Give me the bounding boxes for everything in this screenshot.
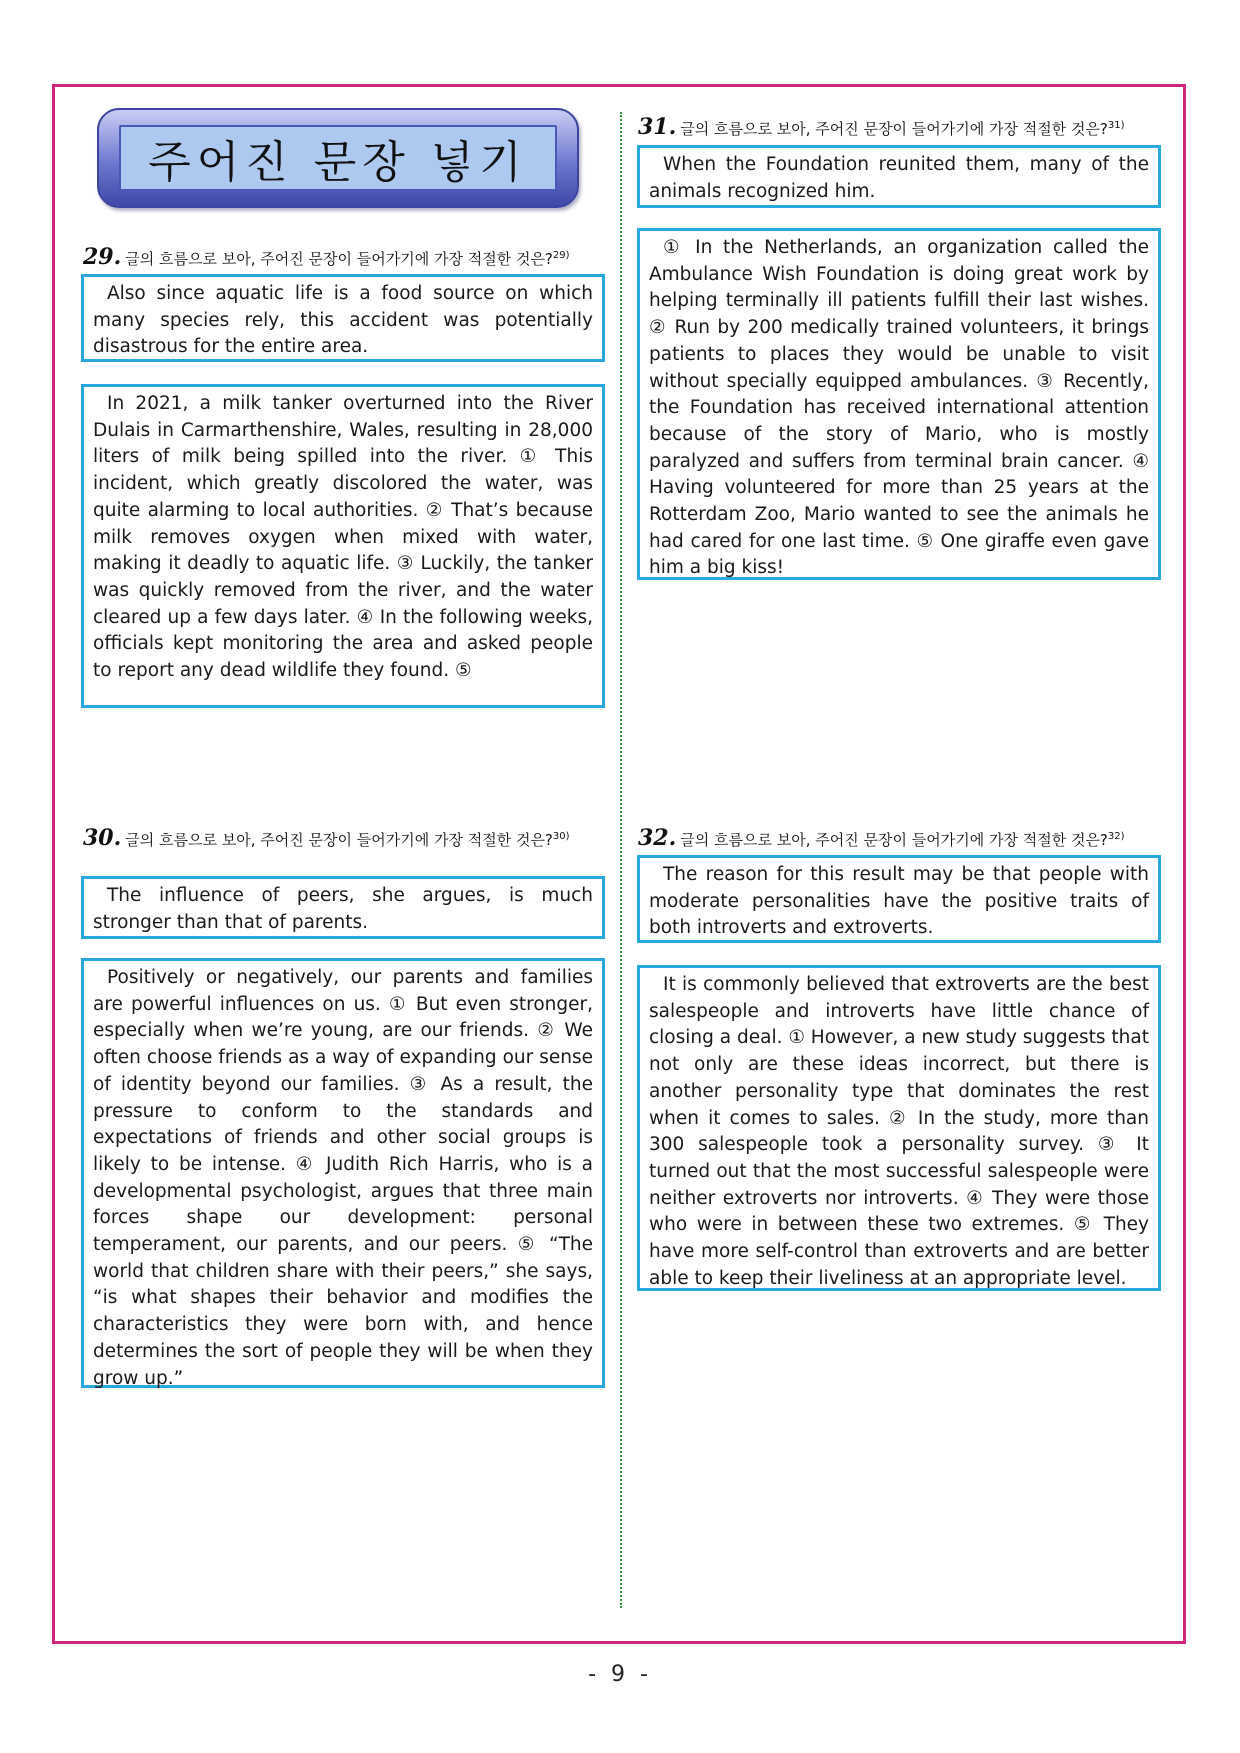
section-title-inner bbox=[119, 125, 557, 191]
question-number: 31. bbox=[638, 114, 677, 140]
page-number: - 9 - bbox=[588, 1662, 652, 1687]
question-30-passage: Positively or negatively, our parents and families are powerful influences on us. ① But even stronger, especially when we’re young, are our friends. ② We often choose friends as a way of expanding our sense of identity beyond our families. ③ As a result, the pressure to conform to the standards and expectations of friends and other social groups is likely to be intense. ④ Judith Rich Harris, who is a developmental psychologist, argues that three main forces shape our development: personal temperament, our parents, and our peers. ⑤ “The world that children share with their peers,” she says, “is what shapes their behavior and modifies the characteristics they were born with, and hence determines the sort of people they will be when they grow up.” bbox=[81, 958, 605, 1388]
question-31-given-sentence: When the Foundation reunited them, many of the animals recognized him. bbox=[637, 145, 1161, 208]
section-title-banner bbox=[97, 108, 579, 208]
question-31-header bbox=[638, 116, 1178, 139]
question-29-header bbox=[83, 246, 608, 269]
question-29-given-sentence: Also since aquatic life is a food source on which many species rely, this accident was potentially disastrous for the entire area. bbox=[81, 274, 605, 362]
question-prompt: 글의 흐름으로 보아, 주어진 문장이 들어가기에 가장 적절한 것은? bbox=[125, 831, 553, 849]
question-footnote: 30) bbox=[552, 831, 570, 842]
question-number: 29. bbox=[83, 244, 122, 270]
question-32-header bbox=[638, 827, 1178, 850]
section-title: 주어진 문장 넣기 bbox=[148, 137, 528, 188]
question-prompt: 글의 흐름으로 보아, 주어진 문장이 들어가기에 가장 적절한 것은? bbox=[680, 831, 1108, 849]
question-number: 32. bbox=[638, 825, 677, 851]
question-prompt: 글의 흐름으로 보아, 주어진 문장이 들어가기에 가장 적절한 것은? bbox=[680, 120, 1108, 138]
question-number: 30. bbox=[83, 825, 122, 851]
question-29-passage: In 2021, a milk tanker overturned into the River Dulais in Carmarthenshire, Wales, resulting in 28,000 liters of milk being spilled into the river. ① This incident, which greatly discolored the water, was quite alarming to local authorities. ② That’s because milk removes oxygen when mixed with water, making it deadly to aquatic life. ③ Luckily, the tanker was quickly removed from the river, and the water cleared up a few days later. ④ In the following weeks, officials kept monitoring the area and asked people to report any dead wildlife they found. ⑤ bbox=[81, 384, 605, 708]
question-30-given-sentence: The influence of peers, she argues, is much stronger than that of parents. bbox=[81, 876, 605, 939]
question-footnote: 31) bbox=[1107, 120, 1125, 131]
question-footnote: 29) bbox=[552, 250, 570, 261]
question-prompt: 글의 흐름으로 보아, 주어진 문장이 들어가기에 가장 적절한 것은? bbox=[125, 250, 553, 268]
question-32-given-sentence: The reason for this result may be that people with moderate personalities have the positive traits of both introverts and extroverts. bbox=[637, 855, 1161, 943]
question-32-passage: It is commonly believed that extroverts are the best salespeople and introverts have little chance of closing a deal. ① However, a new study suggests that not only are these ideas incorrect, but there is another personality type that dominates the rest when it comes to sales. ② In the study, more than 300 salespeople took a personality survey. ③ It turned out that the most successful salespeople were neither extroverts nor introverts. ④ They were those who were in between these two extremes. ⑤ They have more self-control than extroverts and are better able to keep their liveliness at an appropriate level. bbox=[637, 965, 1161, 1291]
column-divider bbox=[620, 112, 622, 1608]
question-31-passage: ① In the Netherlands, an organization called the Ambulance Wish Foundation is doing great work by helping terminally ill patients fulfill their last wishes. ② Run by 200 medically trained volunteers, it brings patients to places they would be unable to visit without specially equipped ambulances. ③ Recently, the Foundation has received international attention because of the story of Mario, who is mostly paralyzed and suffers from terminal brain cancer. ④ Having volunteered for more than 25 years at the Rotterdam Zoo, Mario wanted to see the animals he had cared for one last time. ⑤ One giraffe even gave him a big kiss! bbox=[637, 228, 1161, 580]
question-30-header bbox=[83, 827, 608, 850]
question-footnote: 32) bbox=[1107, 831, 1125, 842]
